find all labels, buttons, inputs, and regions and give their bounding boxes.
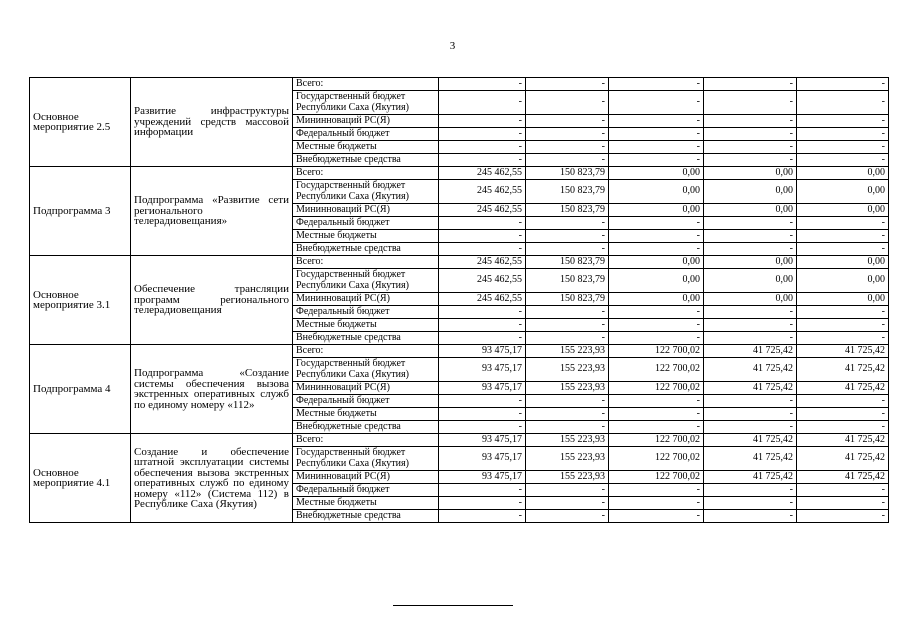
program-description-cell: Развитие инфраструктуры учреждений средств массовой информации bbox=[131, 78, 293, 167]
amount-cell: - bbox=[439, 141, 526, 154]
footer-divider bbox=[393, 605, 513, 606]
amount-cell: 122 700,02 bbox=[609, 382, 704, 395]
amount-cell: - bbox=[526, 306, 609, 319]
amount-cell: 93 475,17 bbox=[439, 345, 526, 358]
amount-cell: - bbox=[704, 510, 797, 523]
amount-cell: 41 725,42 bbox=[704, 434, 797, 447]
amount-cell: - bbox=[526, 421, 609, 434]
amount-cell: - bbox=[704, 217, 797, 230]
amount-cell: 245 462,55 bbox=[439, 204, 526, 217]
amount-cell: - bbox=[797, 230, 889, 243]
amount-cell: 41 725,42 bbox=[704, 471, 797, 484]
table-row bbox=[30, 434, 889, 447]
amount-cell: - bbox=[797, 497, 889, 510]
amount-cell: - bbox=[609, 408, 704, 421]
amount-cell: - bbox=[439, 243, 526, 256]
amount-cell: - bbox=[439, 421, 526, 434]
amount-cell: - bbox=[704, 91, 797, 115]
amount-cell: 150 823,79 bbox=[526, 204, 609, 217]
amount-cell: 41 725,42 bbox=[797, 358, 889, 382]
amount-cell: 0,00 bbox=[704, 256, 797, 269]
amount-cell: 155 223,93 bbox=[526, 382, 609, 395]
amount-cell: 41 725,42 bbox=[704, 345, 797, 358]
funding-source-cell: Всего: bbox=[293, 256, 439, 269]
amount-cell: - bbox=[439, 128, 526, 141]
amount-cell: - bbox=[526, 332, 609, 345]
table-row bbox=[30, 78, 889, 91]
table-row bbox=[30, 345, 889, 358]
funding-source-cell: Федеральный бюджет bbox=[293, 128, 439, 141]
program-description-cell: Создание и обеспечение штатной эксплуатации системы обеспечения вызова экстренных оперативных служб по единому номеру «112» (Система 112) в Республике Саха (Якутия) bbox=[131, 434, 293, 523]
amount-cell: - bbox=[439, 395, 526, 408]
amount-cell: - bbox=[526, 128, 609, 141]
funding-source-cell: Внебюджетные средства bbox=[293, 243, 439, 256]
amount-cell: - bbox=[609, 154, 704, 167]
funding-source-cell: Мининноваций РС(Я) bbox=[293, 382, 439, 395]
amount-cell: 0,00 bbox=[704, 204, 797, 217]
amount-cell: 150 823,79 bbox=[526, 180, 609, 204]
amount-cell: 245 462,55 bbox=[439, 180, 526, 204]
amount-cell: 155 223,93 bbox=[526, 434, 609, 447]
amount-cell: - bbox=[609, 497, 704, 510]
program-description-cell: Обеспечение трансляции программ регионального телерадиовещания bbox=[131, 256, 293, 345]
amount-cell: - bbox=[439, 319, 526, 332]
funding-source-cell: Государственный бюджет Республики Саха (Якутия) bbox=[293, 447, 439, 471]
amount-cell: 0,00 bbox=[797, 167, 889, 180]
amount-cell: 0,00 bbox=[609, 293, 704, 306]
amount-cell: 41 725,42 bbox=[704, 382, 797, 395]
funding-source-cell: Мининноваций РС(Я) bbox=[293, 115, 439, 128]
funding-source-cell: Внебюджетные средства bbox=[293, 332, 439, 345]
funding-source-cell: Местные бюджеты bbox=[293, 319, 439, 332]
funding-source-cell: Государственный бюджет Республики Саха (Якутия) bbox=[293, 269, 439, 293]
budget-table-body bbox=[30, 78, 889, 523]
funding-source-cell: Всего: bbox=[293, 78, 439, 91]
funding-source-cell: Государственный бюджет Республики Саха (Якутия) bbox=[293, 358, 439, 382]
amount-cell: - bbox=[439, 115, 526, 128]
amount-cell: - bbox=[439, 510, 526, 523]
amount-cell: - bbox=[526, 408, 609, 421]
funding-source-cell: Всего: bbox=[293, 345, 439, 358]
amount-cell: - bbox=[797, 217, 889, 230]
amount-cell: - bbox=[439, 217, 526, 230]
amount-cell: 41 725,42 bbox=[704, 358, 797, 382]
amount-cell: - bbox=[609, 115, 704, 128]
amount-cell: - bbox=[797, 421, 889, 434]
amount-cell: - bbox=[797, 408, 889, 421]
amount-cell: - bbox=[704, 154, 797, 167]
budget-table bbox=[29, 77, 889, 523]
amount-cell: - bbox=[797, 332, 889, 345]
amount-cell: - bbox=[797, 319, 889, 332]
program-code-cell: Подпрограмма 4 bbox=[30, 345, 131, 434]
amount-cell: 245 462,55 bbox=[439, 269, 526, 293]
amount-cell: 155 223,93 bbox=[526, 471, 609, 484]
amount-cell: - bbox=[609, 510, 704, 523]
amount-cell: 0,00 bbox=[797, 293, 889, 306]
amount-cell: - bbox=[609, 141, 704, 154]
amount-cell: 150 823,79 bbox=[526, 293, 609, 306]
amount-cell: - bbox=[797, 510, 889, 523]
amount-cell: 155 223,93 bbox=[526, 447, 609, 471]
amount-cell: 122 700,02 bbox=[609, 358, 704, 382]
amount-cell: - bbox=[797, 91, 889, 115]
amount-cell: 122 700,02 bbox=[609, 471, 704, 484]
amount-cell: - bbox=[797, 78, 889, 91]
amount-cell: - bbox=[526, 91, 609, 115]
amount-cell: - bbox=[609, 78, 704, 91]
amount-cell: - bbox=[704, 319, 797, 332]
amount-cell: - bbox=[704, 141, 797, 154]
amount-cell: - bbox=[704, 243, 797, 256]
amount-cell: - bbox=[439, 484, 526, 497]
amount-cell: 245 462,55 bbox=[439, 293, 526, 306]
amount-cell: - bbox=[704, 115, 797, 128]
amount-cell: - bbox=[797, 484, 889, 497]
funding-source-cell: Федеральный бюджет bbox=[293, 484, 439, 497]
amount-cell: 0,00 bbox=[609, 256, 704, 269]
amount-cell: - bbox=[439, 230, 526, 243]
amount-cell: - bbox=[609, 395, 704, 408]
amount-cell: - bbox=[439, 154, 526, 167]
amount-cell: - bbox=[609, 217, 704, 230]
amount-cell: 0,00 bbox=[704, 167, 797, 180]
amount-cell: - bbox=[439, 306, 526, 319]
amount-cell: 41 725,42 bbox=[797, 345, 889, 358]
program-description-cell: Подпрограмма «Создание системы обеспечения вызова экстренных оперативных служб по единому номеру «112» bbox=[131, 345, 293, 434]
funding-source-cell: Мининноваций РС(Я) bbox=[293, 204, 439, 217]
amount-cell: - bbox=[609, 484, 704, 497]
amount-cell: - bbox=[526, 154, 609, 167]
funding-source-cell: Всего: bbox=[293, 167, 439, 180]
amount-cell: - bbox=[526, 319, 609, 332]
amount-cell: 0,00 bbox=[609, 180, 704, 204]
amount-cell: 150 823,79 bbox=[526, 256, 609, 269]
amount-cell: 150 823,79 bbox=[526, 167, 609, 180]
funding-source-cell: Мининноваций РС(Я) bbox=[293, 293, 439, 306]
amount-cell: 93 475,17 bbox=[439, 382, 526, 395]
amount-cell: - bbox=[526, 510, 609, 523]
amount-cell: 93 475,17 bbox=[439, 434, 526, 447]
amount-cell: 41 725,42 bbox=[797, 471, 889, 484]
funding-source-cell: Внебюджетные средства bbox=[293, 154, 439, 167]
amount-cell: - bbox=[526, 141, 609, 154]
amount-cell: 93 475,17 bbox=[439, 358, 526, 382]
funding-source-cell: Мининноваций РС(Я) bbox=[293, 471, 439, 484]
amount-cell: - bbox=[797, 128, 889, 141]
amount-cell: 0,00 bbox=[704, 293, 797, 306]
page-number: 3 bbox=[449, 40, 456, 52]
amount-cell: 0,00 bbox=[609, 269, 704, 293]
funding-source-cell: Всего: bbox=[293, 434, 439, 447]
amount-cell: - bbox=[526, 78, 609, 91]
amount-cell: - bbox=[704, 128, 797, 141]
amount-cell: - bbox=[609, 91, 704, 115]
amount-cell: - bbox=[704, 306, 797, 319]
funding-source-cell: Местные бюджеты bbox=[293, 141, 439, 154]
amount-cell: 122 700,02 bbox=[609, 434, 704, 447]
amount-cell: - bbox=[439, 78, 526, 91]
table-row bbox=[30, 256, 889, 269]
amount-cell: - bbox=[439, 332, 526, 345]
amount-cell: - bbox=[526, 230, 609, 243]
table-row bbox=[30, 167, 889, 180]
amount-cell: 0,00 bbox=[797, 269, 889, 293]
amount-cell: - bbox=[797, 141, 889, 154]
amount-cell: - bbox=[797, 243, 889, 256]
amount-cell: 122 700,02 bbox=[609, 345, 704, 358]
amount-cell: - bbox=[526, 243, 609, 256]
amount-cell: 0,00 bbox=[609, 204, 704, 217]
funding-source-cell: Местные бюджеты bbox=[293, 408, 439, 421]
funding-source-cell: Государственный бюджет Республики Саха (Якутия) bbox=[293, 180, 439, 204]
amount-cell: - bbox=[439, 408, 526, 421]
amount-cell: - bbox=[704, 78, 797, 91]
funding-source-cell: Федеральный бюджет bbox=[293, 395, 439, 408]
funding-source-cell: Государственный бюджет Республики Саха (Якутия) bbox=[293, 91, 439, 115]
program-code-cell: Основное мероприятие 2.5 bbox=[30, 78, 131, 167]
amount-cell: 41 725,42 bbox=[797, 447, 889, 471]
amount-cell: - bbox=[797, 306, 889, 319]
amount-cell: - bbox=[439, 497, 526, 510]
program-description-cell: Подпрограмма «Развитие сети регионального телерадиовещания» bbox=[131, 167, 293, 256]
amount-cell: - bbox=[704, 395, 797, 408]
funding-source-cell: Внебюджетные средства bbox=[293, 510, 439, 523]
funding-source-cell: Федеральный бюджет bbox=[293, 217, 439, 230]
amount-cell: 0,00 bbox=[797, 204, 889, 217]
amount-cell: - bbox=[704, 332, 797, 345]
amount-cell: - bbox=[609, 230, 704, 243]
amount-cell: - bbox=[704, 408, 797, 421]
amount-cell: - bbox=[609, 243, 704, 256]
amount-cell: 245 462,55 bbox=[439, 256, 526, 269]
amount-cell: - bbox=[526, 115, 609, 128]
amount-cell: - bbox=[609, 306, 704, 319]
amount-cell: 93 475,17 bbox=[439, 447, 526, 471]
amount-cell: 0,00 bbox=[797, 256, 889, 269]
amount-cell: - bbox=[609, 421, 704, 434]
amount-cell: - bbox=[797, 395, 889, 408]
funding-source-cell: Местные бюджеты bbox=[293, 497, 439, 510]
amount-cell: - bbox=[526, 497, 609, 510]
amount-cell: - bbox=[704, 497, 797, 510]
funding-source-cell: Федеральный бюджет bbox=[293, 306, 439, 319]
amount-cell: - bbox=[526, 484, 609, 497]
amount-cell: - bbox=[609, 319, 704, 332]
amount-cell: 245 462,55 bbox=[439, 167, 526, 180]
amount-cell: - bbox=[526, 217, 609, 230]
amount-cell: 155 223,93 bbox=[526, 358, 609, 382]
amount-cell: - bbox=[797, 115, 889, 128]
amount-cell: 0,00 bbox=[704, 269, 797, 293]
program-code-cell: Основное мероприятие 4.1 bbox=[30, 434, 131, 523]
amount-cell: 150 823,79 bbox=[526, 269, 609, 293]
amount-cell: - bbox=[797, 154, 889, 167]
amount-cell: - bbox=[439, 91, 526, 115]
program-code-cell: Основное мероприятие 3.1 bbox=[30, 256, 131, 345]
amount-cell: 0,00 bbox=[797, 180, 889, 204]
funding-source-cell: Местные бюджеты bbox=[293, 230, 439, 243]
amount-cell: - bbox=[704, 484, 797, 497]
amount-cell: - bbox=[526, 395, 609, 408]
amount-cell: - bbox=[609, 128, 704, 141]
amount-cell: - bbox=[609, 332, 704, 345]
amount-cell: 41 725,42 bbox=[704, 447, 797, 471]
amount-cell: 41 725,42 bbox=[797, 434, 889, 447]
amount-cell: 41 725,42 bbox=[797, 382, 889, 395]
funding-source-cell: Внебюджетные средства bbox=[293, 421, 439, 434]
amount-cell: - bbox=[704, 421, 797, 434]
amount-cell: - bbox=[704, 230, 797, 243]
amount-cell: 93 475,17 bbox=[439, 471, 526, 484]
amount-cell: 0,00 bbox=[704, 180, 797, 204]
program-code-cell: Подпрограмма 3 bbox=[30, 167, 131, 256]
amount-cell: 0,00 bbox=[609, 167, 704, 180]
amount-cell: 122 700,02 bbox=[609, 447, 704, 471]
amount-cell: 155 223,93 bbox=[526, 345, 609, 358]
